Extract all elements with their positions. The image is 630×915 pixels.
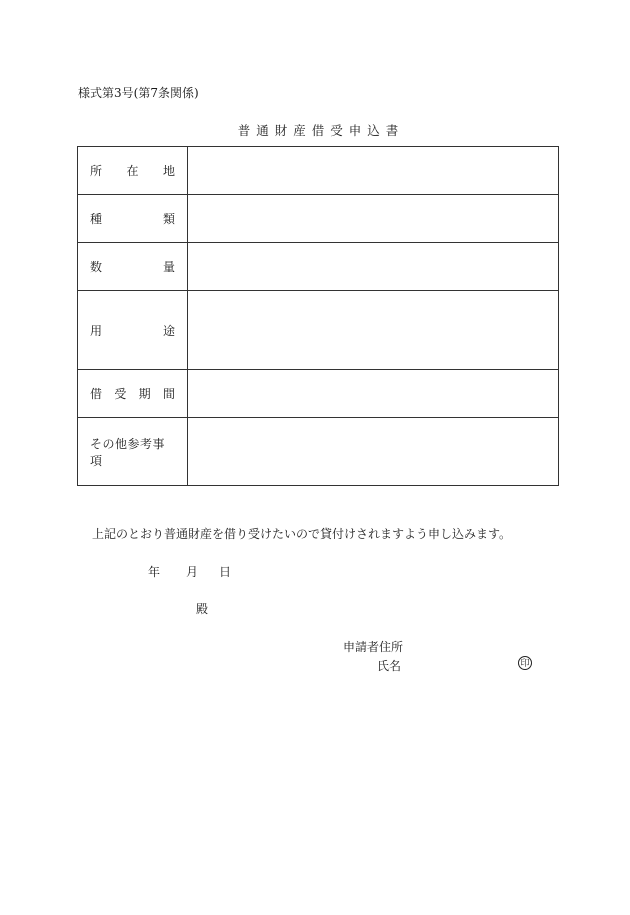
applicant-address-label: 申請者住所: [343, 640, 404, 654]
label-period: [78, 370, 188, 418]
date-month-label: 月: [186, 565, 199, 579]
label-type: [78, 195, 188, 243]
label-char: 期: [138, 387, 151, 401]
addressee-suffix: 殿: [196, 602, 209, 616]
label-char: 受: [114, 387, 127, 401]
application-table: [77, 146, 559, 486]
value-purpose[interactable]: [188, 291, 559, 370]
label-char: 借: [90, 387, 103, 401]
label-char: 種: [90, 212, 103, 226]
label-location: [78, 147, 188, 195]
value-location[interactable]: [188, 147, 559, 195]
document-title: 普通財産借受申込書: [237, 123, 405, 138]
value-quantity[interactable]: [188, 243, 559, 291]
label-purpose: [78, 291, 188, 370]
table-row-location: [78, 147, 559, 195]
value-type[interactable]: [188, 195, 559, 243]
value-period[interactable]: [188, 370, 559, 418]
label-char: 在: [126, 164, 139, 178]
label-char: 用: [90, 323, 103, 338]
date-year-label: 年: [148, 565, 161, 579]
label-char: 所: [90, 164, 103, 178]
table-row-other-notes: [78, 418, 559, 486]
table-row-type: [78, 195, 559, 243]
label-char: 数: [90, 260, 103, 274]
label-quantity: [78, 243, 188, 291]
form-number: 様式第3号(第7条関係): [78, 86, 199, 100]
label-char: 地: [162, 164, 175, 178]
declaration-text: 上記のとおり普通財産を借り受けたいので貸付けされますよう申し込みます。: [92, 527, 512, 541]
table-row-period: [78, 370, 559, 418]
label-char: 量: [162, 260, 175, 274]
label-char: 途: [162, 323, 175, 338]
date-day-label: 日: [219, 565, 232, 579]
label-char: 類: [162, 212, 175, 226]
label-text: その他参考事項: [90, 436, 166, 468]
value-other-notes[interactable]: [188, 418, 559, 486]
seal-mark-icon: 印: [518, 656, 532, 670]
label-other-notes: [78, 418, 188, 486]
applicant-name-label: 氏名: [377, 659, 402, 673]
table-row-quantity: [78, 243, 559, 291]
table-row-purpose: [78, 291, 559, 370]
label-char: 間: [162, 387, 175, 401]
